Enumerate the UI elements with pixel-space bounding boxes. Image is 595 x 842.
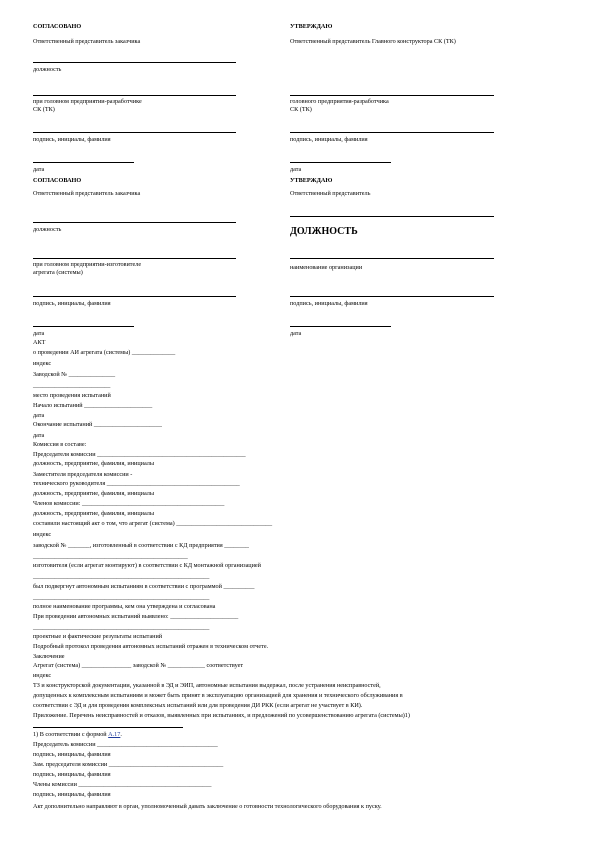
left1-date-label: дата (33, 166, 45, 173)
signature-label: подпись, инициалы, фамилия (33, 771, 111, 778)
right2-sign-label: подпись, инициалы, фамилия (290, 300, 368, 307)
left2-org-line (33, 258, 236, 259)
right2-date-line (290, 326, 391, 327)
right1-sign-line (290, 132, 494, 133)
left2-subheading: Ответственный представитель заказчика (33, 190, 141, 197)
signature-line: Члены комиссии ___________________________________________ (33, 781, 212, 788)
left2-position-label: должность (33, 226, 62, 233)
left2-org-line2: агрегата (системы) (33, 269, 83, 276)
act-line: изготовителя (если агрегат монтируют) в соответствии с КД монтажной организацией (33, 562, 261, 569)
act-line: должность, предприятие, фамилия, инициалы (33, 460, 155, 467)
right1-org-line (290, 95, 494, 96)
signature-line: Председатель комиссии _______________________________________ (33, 741, 218, 748)
right2-org-line (290, 258, 494, 259)
act-line: При проведении автономных испытаний выявлено: ______________________ (33, 613, 239, 620)
act-paragraph-line: допущенных к комплексным испытаниям и может быть принят в эксплуатацию организацией для хранения и технического обслуживания в (33, 692, 403, 699)
right2-heading: УТВЕРЖДАЮ (290, 177, 333, 184)
act-line: заводской № _______, изготовленный в соответствии с КД предприятия ________ (33, 542, 250, 549)
act-line: полное наименование программы, кем она утверждена и согласована (33, 603, 216, 610)
left2-sign-line (33, 296, 236, 297)
act-line: Начало испытаний ______________________ (33, 402, 153, 409)
left1-position-label: должность (33, 66, 62, 73)
left2-heading: СОГЛАСОВАНО (33, 177, 82, 184)
footnote-suffix: . (120, 731, 122, 738)
left1-date-line (33, 162, 134, 163)
right1-subheading: Ответственный представитель Главного конструктора СК (ТК) (290, 38, 456, 45)
right1-sign-label: подпись, инициалы, фамилия (290, 136, 368, 143)
left1-org-line1: при головном предприятии-разработчике (33, 98, 142, 105)
left1-heading: СОГЛАСОВАНО (33, 23, 82, 30)
right2-org-label: наименование организации (290, 264, 363, 271)
act-line: _________________________________________________________ (33, 624, 210, 631)
form-a17-link[interactable]: А.17 (108, 731, 121, 738)
act-line: _________________________________________________________ (33, 573, 210, 580)
right2-subheading: Ответственный представитель (290, 190, 371, 197)
act-paragraph-line: Приложение. Перечень неисправностей и отказов, выявленных при испытаниях, и предложений по усовершенствованию агрегата (системы)1) (33, 712, 410, 719)
left2-sign-label: подпись, инициалы, фамилия (33, 300, 111, 307)
act-line: __________________________________________________ (33, 553, 188, 560)
act-line: Заводской № _______________ (33, 371, 116, 378)
right2-position-title: ДОЛЖНОСТЬ (290, 226, 358, 237)
signature-label: подпись, инициалы, фамилия (33, 751, 111, 758)
act-line: дата (33, 432, 45, 439)
act-line: Заключение (33, 653, 65, 660)
act-line: был подвергнут автономным испытаниям в соответствии с программой __________ (33, 583, 255, 590)
act-line: должность, предприятие, фамилия, инициалы (33, 490, 155, 497)
left1-org-line (33, 95, 236, 96)
right2-date-label: дата (290, 330, 302, 337)
act-line: Членов комиссии: ______________________________________________ (33, 500, 225, 507)
act-line: технического руководителя ___________________________________________ (33, 480, 240, 487)
act-line: индекс (33, 531, 52, 538)
signature-label: подпись, инициалы, фамилия (33, 791, 111, 798)
right2-sign-line (290, 296, 494, 297)
act-line: Агрегат (система) ________________ заводской № ____________ соответствует (33, 662, 244, 669)
act-line: Комиссия в составе: (33, 441, 87, 448)
act-paragraph-line: ТЗ и конструкторской документации, указанной в ЭД и ЭИП, автономные испытания выдержал, после устранения неисправностей, (33, 682, 381, 689)
act-line: дата (33, 412, 45, 419)
left1-subheading: Ответственный представитель заказчика (33, 38, 141, 45)
signature-line: Зам. председателя комиссии _____________________________________ (33, 761, 224, 768)
left2-position-line (33, 222, 236, 223)
act-line: Подробный протокол проведения автономных испытаний отражен в техническом отчете. (33, 643, 269, 650)
left1-org-line2: СК (ТК) (33, 106, 55, 113)
act-paragraph-line: соответствии с ЭД и для проведения комплексных испытаний или для проведения ДИ РКК (если агрегат не участвует в КИ). (33, 702, 363, 709)
left1-position-line (33, 62, 236, 63)
left2-date-line (33, 326, 134, 327)
act-line: _________________________________________________________ (33, 594, 210, 601)
left2-date-label: дата (33, 330, 45, 337)
left1-sign-label: подпись, инициалы, фамилия (33, 136, 111, 143)
act-line: Окончание испытаний ______________________ (33, 421, 162, 428)
right1-heading: УТВЕРЖДАЮ (290, 23, 333, 30)
right1-date-line (290, 162, 391, 163)
act-line: проектные и фактические результаты испытаний (33, 633, 163, 640)
act-line: составили настоящий акт о том, что агрегат (система) _______________________________ (33, 520, 273, 527)
right1-date-label: дата (290, 166, 302, 173)
left1-sign-line (33, 132, 236, 133)
act-line: _________________________ (33, 382, 111, 389)
footnote (33, 731, 122, 739)
right2-top-line (290, 216, 494, 217)
act-line: место проведения испытаний (33, 392, 111, 399)
act-line: Заместителя председателя комиссии - (33, 471, 133, 478)
right1-org-line2: СК (ТК) (290, 106, 312, 113)
left2-org-line1: при головном предприятии-изготовителе (33, 261, 142, 268)
footnote-separator (33, 727, 183, 728)
right1-org-line1: головного предприятия-разработчика (290, 98, 389, 105)
act-line: индекс (33, 672, 52, 679)
final-note: Акт дополнительно направляют в орган, уполномоченный давать заключение о готовности технологического оборудования к пуску. (33, 803, 382, 810)
act-line: индекс (33, 360, 52, 367)
footnote-prefix: 1) В соответствии с формой (33, 731, 109, 738)
act-title: АКТ (33, 339, 46, 346)
act-line: должность, предприятие, фамилия, инициалы (33, 510, 155, 517)
act-line: Председателя комиссии ________________________________________________ (33, 451, 246, 458)
act-line: о проведении АИ агрегата (системы) ______________ (33, 349, 176, 356)
